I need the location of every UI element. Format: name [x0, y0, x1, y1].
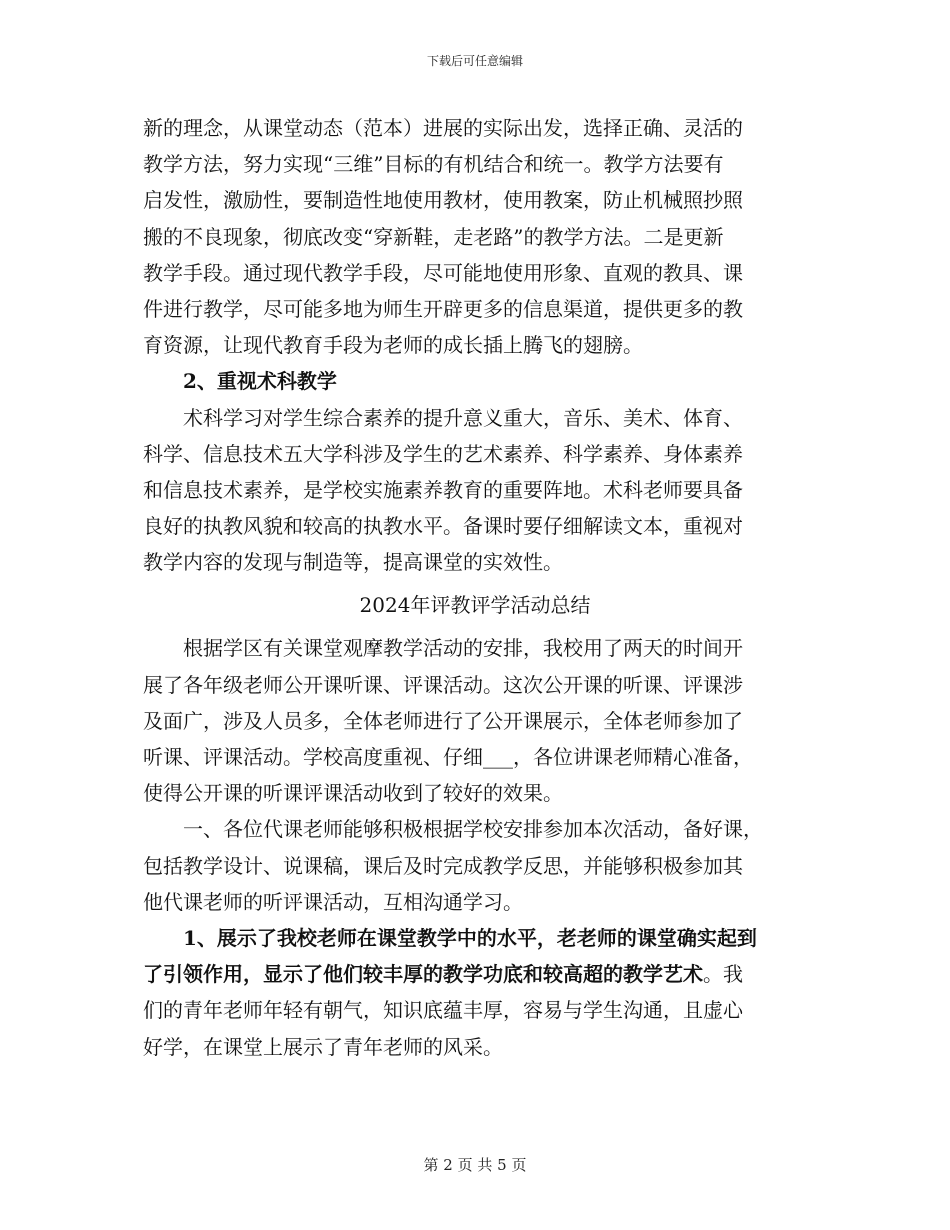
document-title: 2024年评教评学活动总结 — [359, 593, 591, 618]
text-line: 们的青年老师年轻有朝气，知识底蕴丰厚，容易与学生沟通，且虚心 — [143, 998, 743, 1023]
text-line: 展了各年级老师公开课听课、评课活动。这次公开课的听课、评课涉 — [143, 672, 743, 697]
text-line: 好学，在课堂上展示了青年老师的风采。 — [143, 1034, 503, 1059]
text-line: 和信息技术素养，是学校实施素养教育的重要阵地。术科老师要具备 — [143, 477, 743, 502]
document-body — [143, 110, 807, 1065]
bold-text-line: 1、展示了我校老师在课堂教学中的水平，老老师的课堂确实起到 — [183, 925, 757, 950]
page-footer: 第 2 页 共 5 页 — [423, 1156, 527, 1174]
text-line: 听课、评课活动。学校高度重视、仔细___，各位讲课老师精心准备， — [143, 745, 753, 769]
bold-text-span: 了引领作用，显示了他们较丰厚的教学功底和较高超的教学艺术 — [143, 962, 703, 987]
text-span: 。我 — [703, 962, 743, 987]
text-line: 根据学区有关课堂观摩教学活动的安排，我校用了两天的时间开 — [183, 636, 743, 661]
text-line: 科学、信息技术五大学科涉及学生的艺术素养、科学素养、身体素养 — [143, 441, 743, 466]
mixed-text-line — [143, 956, 807, 992]
text-line: 包括教学设计、说课稿，课后及时完成教学反思，并能够积极参加其 — [143, 853, 743, 878]
text-line: 教学手段。通过现代教学手段，尽可能地使用形象、直观的教具、课 — [143, 260, 743, 285]
page-header: 下载后可任意编辑 — [426, 54, 523, 68]
text-line: 教学内容的发现与制造等，提高课堂的实效性。 — [143, 550, 563, 575]
text-line: 良好的执教风貌和较高的执教水平。备课时要仔细解读文本，重视对 — [143, 514, 743, 539]
section-heading: 2、重视术科教学 — [183, 369, 337, 394]
text-line: 及面广，涉及人员多，全体老师进行了公开课展示，全体老师参加了 — [143, 708, 743, 733]
text-line: 他代课老师的听评课活动，互相沟通学习。 — [143, 889, 523, 914]
text-line: 使得公开课的听课评课活动收到了较好的效果。 — [143, 781, 563, 806]
text-line: 新的理念，从课堂动态（范本）进展的实际出发，选择正确、灵活的 — [143, 116, 743, 140]
text-line: 搬的不良现象，彻底改变“穿新鞋，走老路”的教学方法。二是更新 — [143, 224, 724, 249]
text-line: 一、各位代课老师能够积极根据学校安排参加本次活动，备好课， — [183, 817, 763, 842]
text-line: 教学方法，努力实现“三维”目标的有机结合和统一。教学方法要有 — [143, 152, 724, 177]
text-line: 育资源，让现代教育手段为老师的成长插上腾飞的翅膀。 — [143, 333, 643, 358]
text-line: 启发性，激励性，要制造性地使用教材，使用教案，防止机械照抄照 — [143, 188, 743, 213]
text-line: 件进行教学，尽可能多地为师生开辟更多的信息渠道，提供更多的教 — [143, 296, 743, 321]
text-line: 术科学习对学生综合素养的提升意义重大，音乐、美术、体育、 — [183, 405, 743, 430]
